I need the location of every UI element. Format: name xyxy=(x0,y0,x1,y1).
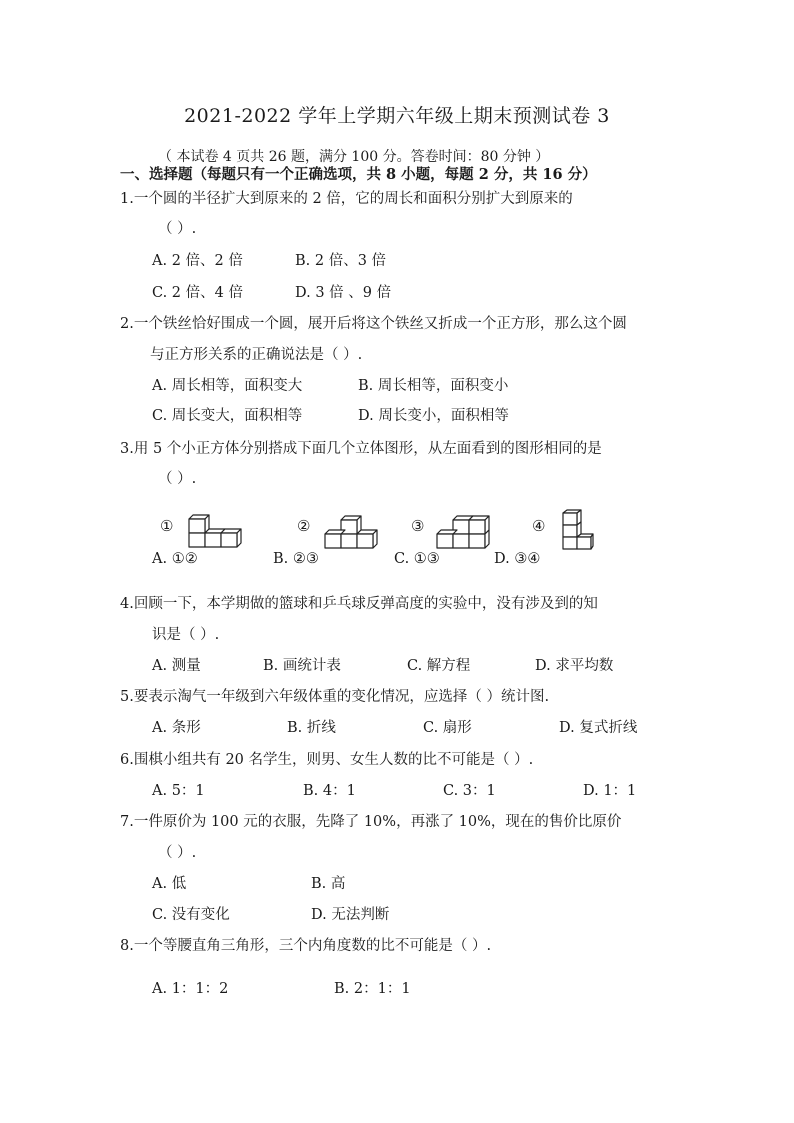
question-7-option-c: C. 没有变化 xyxy=(152,907,230,923)
question-2-option-a: A. 周长相等，面积变大 xyxy=(152,378,303,394)
question-3-option-c: C. ①③ xyxy=(394,551,440,567)
question-1-option-b: B. 2 倍、3 倍 xyxy=(295,253,387,269)
figure-2-label: ② xyxy=(297,517,311,535)
question-1-option-d: D. 3 倍 、9 倍 xyxy=(295,285,392,301)
question-2-option-c: C. 周长变大，面积相等 xyxy=(152,408,303,424)
figure-3-label: ③ xyxy=(411,517,425,535)
question-1-answer-blank: （ ）. xyxy=(158,221,197,237)
question-2-option-d: D. 周长变小，面积相等 xyxy=(358,408,509,424)
question-1-stem: 1.一个圆的半径扩大到原来的 2 倍，它的周长和面积分别扩大到原来的 xyxy=(120,191,573,207)
question-4-stem-continued: 识是（ ）. xyxy=(152,627,220,643)
question-5-option-a: A. 条形 xyxy=(152,720,201,736)
figure-4-label: ④ xyxy=(532,517,546,535)
question-7-stem: 7.一件原价为 100 元的衣服，先降了 10%，再涨了 10%，现在的售价比原价 xyxy=(120,814,622,830)
question-6-option-a: A. 5：1 xyxy=(152,783,205,799)
question-6-option-c: C. 3：1 xyxy=(443,783,496,799)
question-6-option-d: D. 1：1 xyxy=(583,783,637,799)
question-4-option-c: C. 解方程 xyxy=(407,658,471,674)
figure-3-cubes xyxy=(434,509,490,551)
question-4-option-b: B. 画统计表 xyxy=(263,658,341,674)
question-5-option-c: C. 扇形 xyxy=(423,720,472,736)
figure-4-cubes xyxy=(556,509,596,555)
question-4-option-a: A. 测量 xyxy=(152,658,201,674)
question-2-option-b: B. 周长相等，面积变小 xyxy=(358,378,509,394)
question-4-stem: 4.回顾一下，本学期做的篮球和乒乓球反弹高度的实验中，没有涉及到的知 xyxy=(120,596,598,612)
question-1-option-c: C. 2 倍、4 倍 xyxy=(152,285,243,301)
question-7-option-d: D. 无法判断 xyxy=(311,907,390,923)
question-1-option-a: A. 2 倍、2 倍 xyxy=(152,253,243,269)
figure-2-cubes xyxy=(322,509,378,551)
question-5-stem: 5.要表示淘气一年级到六年级体重的变化情况，应选择（ ）统计图. xyxy=(120,689,550,705)
figure-1-label: ① xyxy=(160,517,174,535)
question-7-answer-blank: （ ）. xyxy=(158,845,197,861)
question-3-stem: 3.用 5 个小正方体分别搭成下面几个立体图形，从左面看到的图形相同的是 xyxy=(120,441,602,457)
exam-note: （ 本试卷 4 页共 26 题，满分 100 分。答卷时间：80 分钟 ） xyxy=(158,149,550,165)
figure-1-cubes xyxy=(186,509,246,549)
page-title: 2021-2022 学年上学期六年级上期末预测试卷 3 xyxy=(184,105,610,127)
question-7-option-b: B. 高 xyxy=(311,876,346,892)
question-2-stem-continued: 与正方形关系的正确说法是（ ）. xyxy=(150,347,363,363)
question-5-option-d: D. 复式折线 xyxy=(559,720,638,736)
question-8-option-b: B. 2：1：1 xyxy=(334,981,411,997)
question-3-option-d: D. ③④ xyxy=(494,551,541,567)
question-4-option-d: D. 求平均数 xyxy=(535,658,614,674)
question-2-stem: 2.一个铁丝恰好围成一个圆，展开后将这个铁丝又折成一个正方形，那么这个圆 xyxy=(120,316,627,332)
question-3-option-a: A. ①② xyxy=(152,551,198,567)
question-3-option-b: B. ②③ xyxy=(273,551,319,567)
question-6-option-b: B. 4：1 xyxy=(303,783,356,799)
question-8-stem: 8.一个等腰直角三角形，三个内角度数的比不可能是（ ）. xyxy=(120,938,492,954)
question-6-stem: 6.围棋小组共有 20 名学生，则男、女生人数的比不可能是（ ）. xyxy=(120,752,534,768)
question-8-option-a: A. 1：1：2 xyxy=(152,981,229,997)
section-heading: 一、选择题（每题只有一个正确选项，共 8 小题，每题 2 分，共 16 分） xyxy=(120,166,597,183)
question-7-option-a: A. 低 xyxy=(152,876,187,892)
question-5-option-b: B. 折线 xyxy=(287,720,336,736)
question-3-answer-blank: （ ）. xyxy=(158,471,197,487)
